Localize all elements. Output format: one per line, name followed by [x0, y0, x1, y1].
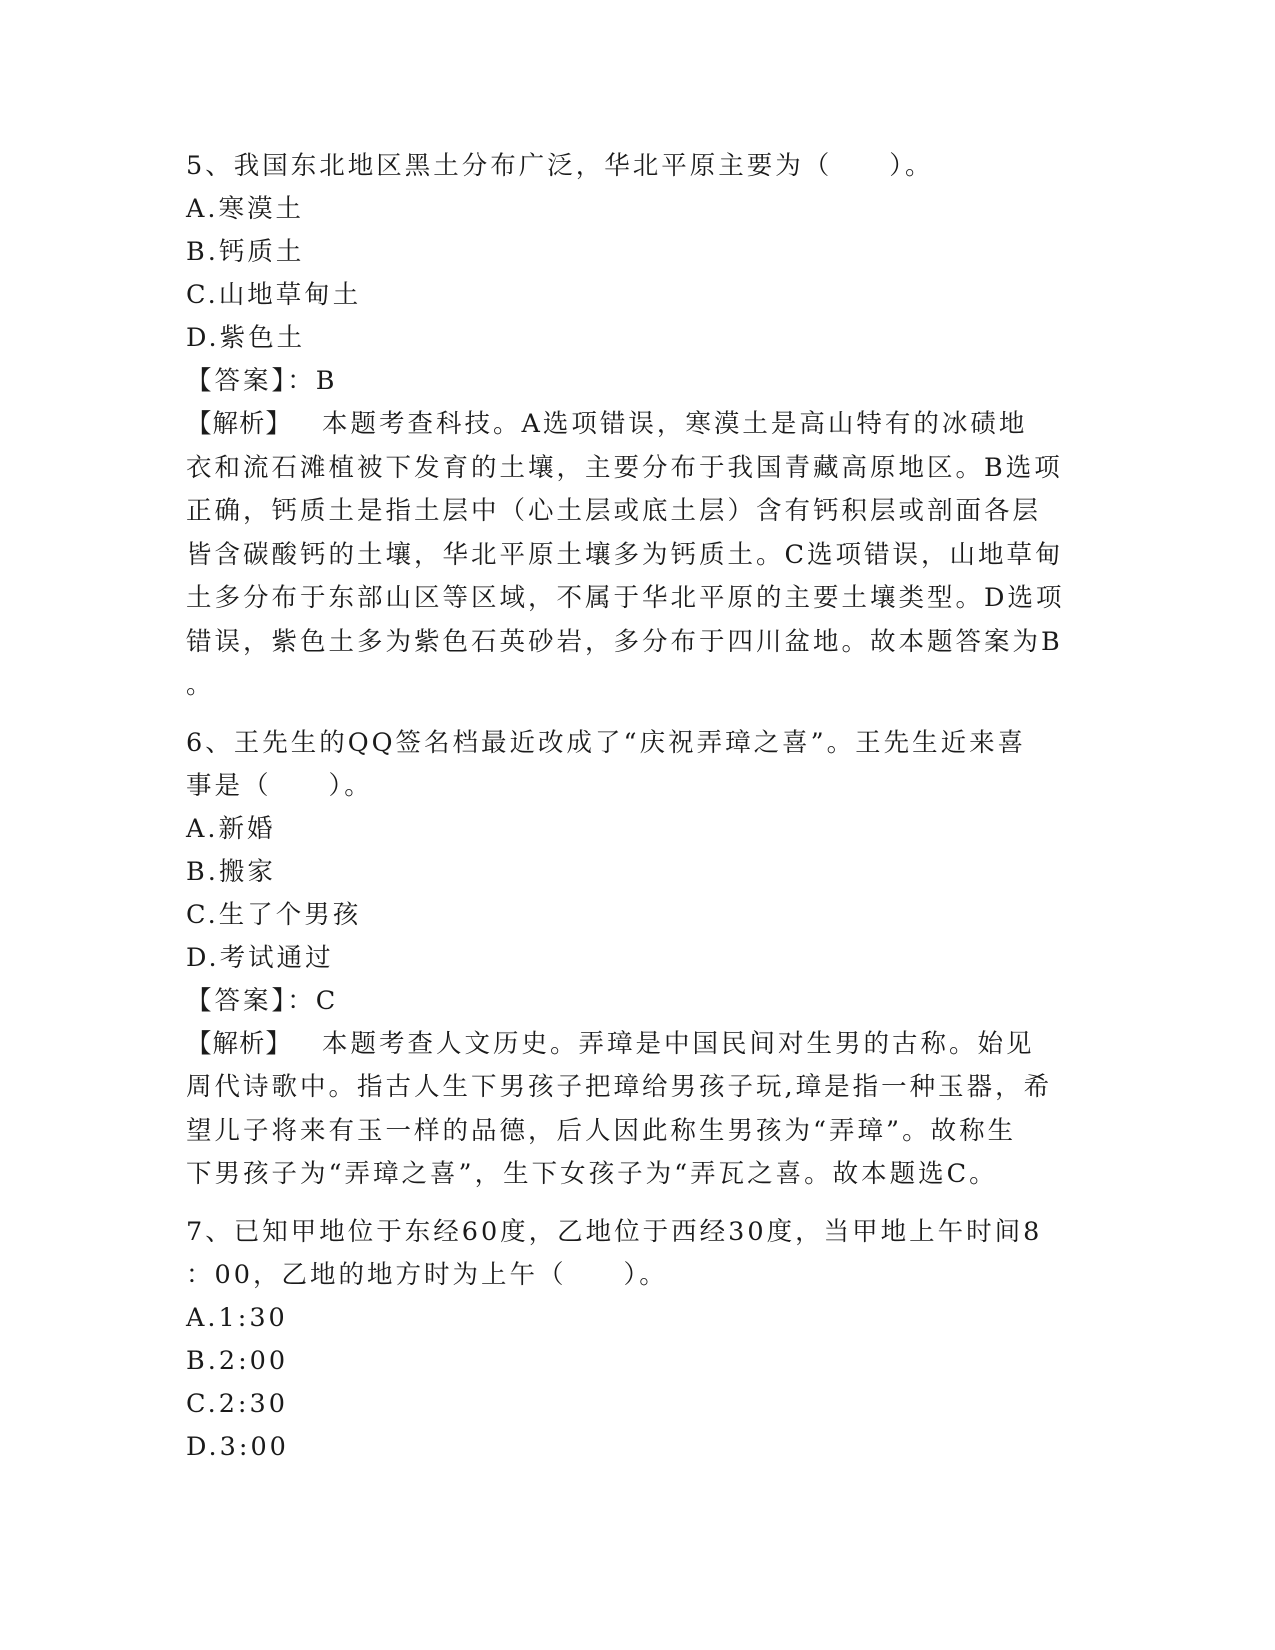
analysis-label: 【解析】 [186, 1028, 293, 1059]
option-d: D.紫色土 [186, 323, 306, 353]
option-d: D.考试通过 [186, 942, 334, 973]
option-c: C.生了个男孩 [186, 899, 362, 930]
option-d: D.3:00 [186, 1431, 289, 1462]
question-5 [186, 145, 1086, 708]
question-stem: 5、我国东北地区黑土分布广泛，华北平原主要为（ ）。 [186, 151, 934, 181]
exam-page [186, 145, 1086, 1469]
option-a: A.新婚 [186, 813, 276, 844]
option-b: B.搬家 [186, 856, 276, 887]
analysis-line: 本题考查人文历史。弄璋是中国民间对生男的古称。始见 [322, 1028, 1035, 1059]
answer: 【答案】：C [186, 985, 339, 1016]
analysis-line: 。 [186, 670, 215, 700]
option-a: A.寒漠土 [186, 194, 305, 224]
option-c: C.2:30 [186, 1388, 288, 1419]
answer: 【答案】：B [186, 366, 338, 396]
analysis-line: 正确，钙质土是指土层中（心土层或底土层）含有钙积层或剖面各层 [186, 496, 1042, 526]
question-stem: 事是（ ）。 [186, 770, 373, 801]
analysis-line: 下男孩子为“弄璋之喜”，生下女孩子为“弄瓦之喜。故本题选C。 [186, 1159, 998, 1189]
analysis-label: 【解析】 [186, 409, 293, 439]
analysis-line: 衣和流石滩植被下发育的土壤，主要分布于我国青藏高原地区。B选项 [186, 452, 1063, 483]
question-6 [186, 722, 1086, 1197]
option-b: B.2:00 [186, 1345, 289, 1376]
analysis-line: 错误，紫色土多为紫色石英砂岩，多分布于四川盆地。故本题答案为B [186, 626, 1063, 657]
option-b: B.钙质土 [186, 237, 305, 267]
question-stem: 7、已知甲地位于东经60度，乙地位于西经30度，当甲地上午时间8 [186, 1216, 1043, 1247]
question-stem: ：00，乙地的地方时为上午（ ）。 [186, 1259, 668, 1290]
analysis [186, 1023, 1086, 1197]
question-7 [186, 1211, 1086, 1469]
analysis-line: 周代诗歌中。指古人生下男孩子把璋给男孩子玩,璋是指一种玉器，希 [186, 1072, 1053, 1102]
analysis-line: 本题考查科技。A选项错误，寒漠土是高山特有的冰碛地 [322, 409, 1028, 439]
analysis-line: 望儿子将来有玉一样的品德，后人因此称生男孩为“弄璋”。故称生 [186, 1115, 1017, 1146]
analysis-line: 土多分布于东部山区等区域，不属于华北平原的主要土壤类型。D选项 [186, 583, 1065, 613]
option-a: A.1:30 [186, 1302, 288, 1333]
analysis-line: 皆含碳酸钙的土壤，华北平原土壤多为钙质土。C选项错误，山地草甸 [186, 539, 1064, 570]
option-c: C.山地草甸土 [186, 280, 362, 310]
question-stem: 6、王先生的QQ签名档最近改成了“庆祝弄璋之喜”。王先生近来喜 [186, 727, 1027, 758]
analysis [186, 403, 1086, 708]
